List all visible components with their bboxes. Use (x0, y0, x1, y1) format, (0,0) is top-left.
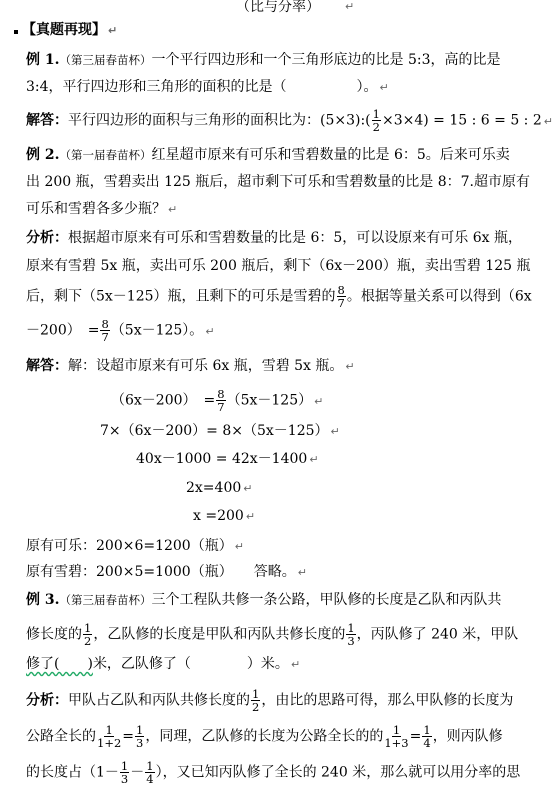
fraction: $\frac{8}{7}$ (217, 387, 225, 414)
ex2-eq5: x =200 ↵ (193, 508, 256, 524)
paragraph-mark-icon: ↵ (297, 566, 307, 579)
ex2-analysis-1: 分析：根据超市原来有可乐和雪碧数量的比是 6：5，可以设原来有可乐 6x 瓶， (26, 230, 522, 246)
ex2-line3: 可乐和雪碧各多少瓶？ ↵ (26, 201, 178, 217)
ex3-analysis-2: 公路全长的 $\frac{1}{1+2}$ = $\frac{1}{3}$ ，同理，乙队修的长度为公路全长的的 $\frac{1}{1+3}$ = $\frac{1}{4}$ ，则丙队修 (26, 723, 503, 750)
paragraph-mark-icon: ↵ (314, 394, 324, 408)
fraction: $\frac{1}{2}$ (372, 107, 380, 134)
ex2-analysis-3: 后，剩下（5x－125）瓶，且剩下的可乐是雪碧的 $\frac{8}{7}$ 。根据等量关系可以得到（6x (26, 283, 532, 310)
fraction: $\frac{1}{1+3}$ (384, 723, 409, 750)
paragraph-mark-icon: ↵ (205, 324, 215, 338)
ex3-line2: 修长度的 $\frac{1}{2}$ ，乙队修的长度是甲队和丙队共修长度的 $\frac{1}{3}$ ，丙队修了 240 米，甲队 (26, 621, 519, 648)
ex3-analysis-3: 的长度占（1－ $\frac{1}{3}$ － $\frac{1}{4}$ ），又已知丙队修了全长的 240 米，那么就可以用分率的思 (26, 759, 521, 786)
paragraph-mark-icon: ↵ (234, 540, 244, 553)
fraction: $\frac{1}{1+2}$ (97, 723, 122, 750)
ex2-result-sprite: 原有雪碧：200×5=1000（瓶） 答略。 ↵ (26, 564, 307, 580)
fraction: $\frac{8}{7}$ (337, 283, 345, 310)
fraction: $\frac{1}{3}$ (120, 759, 129, 786)
fraction: $\frac{8}{7}$ (101, 317, 109, 344)
bullet-icon (14, 30, 18, 34)
ex2-analysis-4: －200） = $\frac{8}{7}$ （5x－125）。 ↵ (26, 317, 215, 344)
document-header: （比与分率） (236, 0, 320, 15)
ex2-eq2: 7×（6x－200）= 8×（5x－125） ↵ (100, 423, 340, 439)
ex2-answer: 解答：解：设超市原来有可乐 6x 瓶，雪碧 5x 瓶。 ↵ (26, 358, 355, 374)
paragraph-mark-icon: ↵ (330, 425, 340, 438)
ex2-result-cola: 原有可乐：200×6=1200（瓶） ↵ (26, 538, 244, 554)
ex2-line2: 出 200 瓶，雪碧卖出 125 瓶后，超市剩下可乐和雪碧数量的比是 8：7.超市原有 (26, 174, 530, 190)
paragraph-mark-icon: ↵ (290, 658, 301, 671)
ex3-analysis-1: 分析：甲队占乙队和丙队共修长度的 $\frac{1}{2}$ ，由比的思路可得，那么甲队修的长度为 (26, 687, 514, 714)
ex2-line1: 例 2.（第一届春苗杯）红星超市原来有可乐和雪碧数量的比是 6：5。后来可乐卖 (26, 147, 510, 163)
paragraph-mark-icon: ↵ (309, 453, 319, 466)
paragraph-mark-icon: ↵ (543, 114, 553, 128)
ex2-analysis-2: 原来有雪碧 5x 瓶，卖出可乐 200 瓶后，剩下（6x－200）瓶，卖出雪碧 125 瓶 (26, 258, 531, 274)
paragraph-mark-icon: ↵ (168, 203, 178, 216)
fraction: $\frac{1}{3}$ (136, 723, 144, 750)
ex2-eq3: 40x－1000 = 42x－1400 ↵ (136, 451, 319, 467)
section-title: 【真题再现】 ↵ (22, 22, 118, 38)
paragraph-mark-icon: ↵ (345, 360, 355, 373)
ex2-eq1: （6x－200） = $\frac{8}{7}$ （5x－125） ↵ (111, 387, 324, 414)
paragraph-mark-icon: ↵ (243, 482, 253, 495)
fraction: $\frac{1}{2}$ (252, 687, 260, 714)
ex2-eq4: 2x=400 ↵ (186, 480, 253, 496)
ex3-line1: 例 3.（第三届春苗杯）三个工程队共修一条公路，甲队修的长度是乙队和丙队共 (26, 592, 502, 608)
paragraph-mark-icon: ↵ (108, 24, 118, 37)
ex1-line1: 例 1.（第三届春苗杯）一个平行四边形和一个三角形底边的比是 5:3，高的比是 (26, 52, 501, 68)
fraction: $\frac{1}{4}$ (423, 723, 431, 750)
paragraph-mark-icon: ↵ (345, 0, 355, 13)
paragraph-mark-icon: ↵ (379, 81, 389, 94)
fraction: $\frac{1}{2}$ (84, 621, 92, 648)
fraction: $\frac{1}{4}$ (146, 759, 154, 786)
ex1-line2: 3:4，平行四边形和三角形的面积的比是（ ）。 ↵ (26, 79, 389, 95)
fraction: $\frac{1}{3}$ (347, 621, 355, 648)
ex3-line3: 修了( )米，乙队修了（ ）米。 ↵ (26, 656, 301, 672)
ex1-answer: 解答：平行四边形的面积与三角形的面积比为：(5×3):( $\frac{1}{2}$ ×3×4) = 15 : 6 = 5 : 2 ↵ (26, 107, 553, 134)
paragraph-mark-icon: ↵ (245, 510, 256, 523)
